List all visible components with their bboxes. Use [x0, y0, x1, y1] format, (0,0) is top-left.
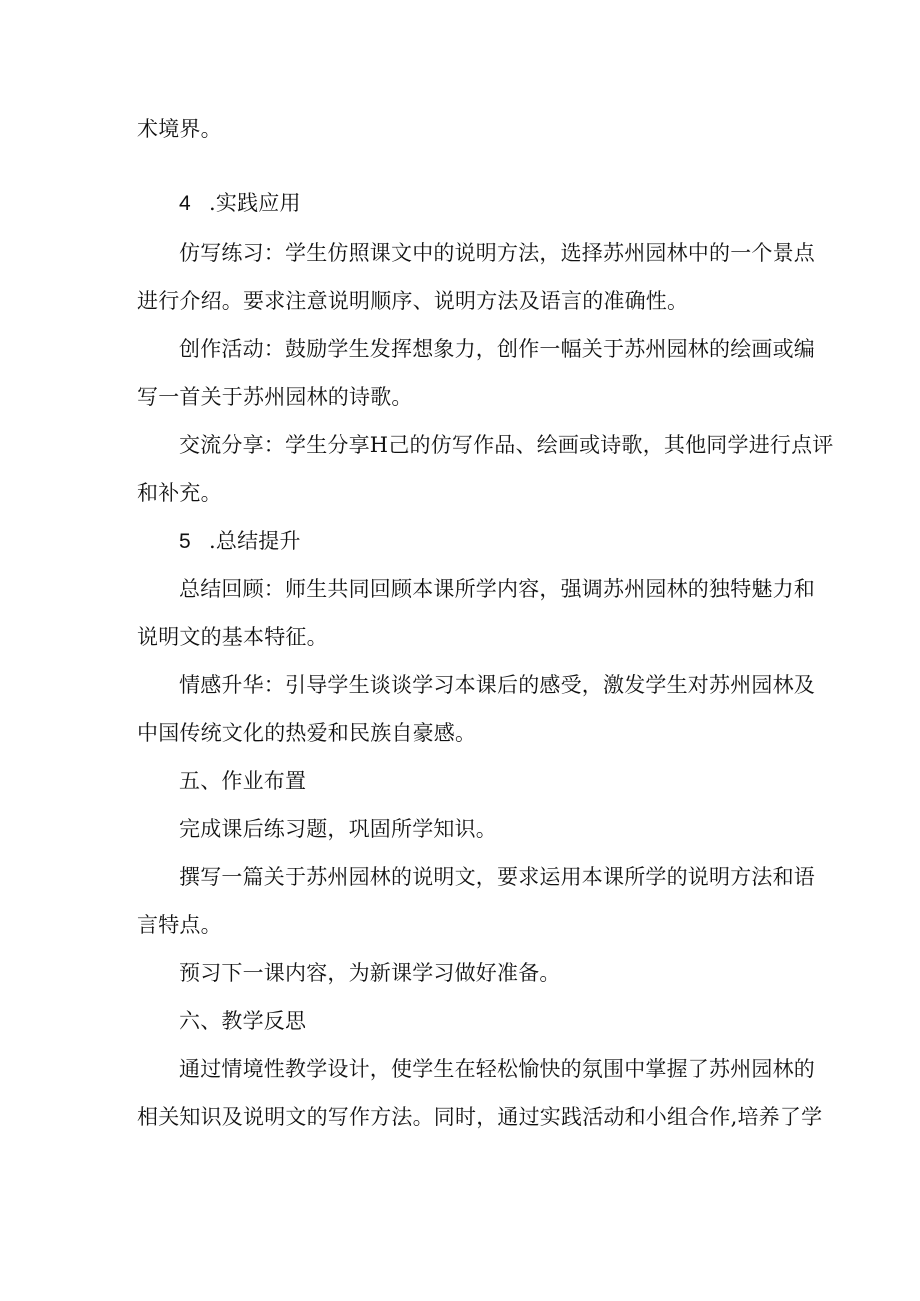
paragraph-review-line-1: 总结回顾：师生共同回顾本课所学内容，强调苏州园林的独特魅力和	[179, 577, 815, 601]
paragraph-reflection-line-2: 相关知识及说明文的写作方法。同时，通过实践活动和小组合作,培养了学	[137, 1105, 823, 1129]
paragraph-sharing-line-2: 和补充。	[137, 481, 222, 505]
homework-item-3: 预习下一课内容，为新课学习做好准备。	[179, 961, 561, 985]
section-number: 4	[179, 192, 191, 215]
paragraph-reflection-line-1: 通过情境性教学设计，使学生在轻松愉快的氛围中掌握了苏州园林的	[179, 1057, 815, 1081]
section-heading-reflection: 六、教学反思	[179, 1009, 307, 1033]
continued-paragraph-end: 术境界。	[137, 117, 222, 141]
section-title: .总结提升	[209, 529, 301, 553]
paragraph-creation-line-2: 写一首关于苏州园林的诗歌。	[137, 385, 413, 409]
section-number: 5	[179, 530, 191, 553]
section-heading-homework: 五、作业布置	[179, 769, 307, 793]
paragraph-imitation-line-2: 进行介绍。要求注意说明顺序、说明方法及语言的准确性。	[137, 289, 689, 313]
section-heading-summary	[179, 526, 301, 557]
paragraph-sharing-line-1: 交流分享：学生分享H己的仿写作品、绘画或诗歌，其他同学进行点评	[179, 433, 834, 457]
paragraph-emotion-line-2: 中国传统文化的热爱和民族自豪感。	[137, 721, 477, 745]
homework-item-2-line-2: 言特点。	[137, 913, 222, 937]
paragraph-review-line-2: 说明文的基本特征。	[137, 625, 328, 649]
section-heading-practice	[179, 188, 301, 219]
paragraph-imitation-line-1: 仿写练习：学生仿照课文中的说明方法，选择苏州园林中的一个景点	[179, 241, 815, 265]
homework-item-2-line-1: 撰写一篇关于苏州园林的说明文，要求运用本课所学的说明方法和语	[179, 865, 815, 889]
paragraph-emotion-line-1: 情感升华：引导学生谈谈学习本课后的感受，激发学生对苏州园林及	[179, 673, 815, 697]
homework-item-1: 完成课后练习题，巩固所学知识。	[179, 817, 497, 841]
paragraph-creation-line-1: 创作活动：鼓励学生发挥想象力，创作一幅关于苏州园林的绘画或编	[179, 337, 815, 361]
section-title: .实践应用	[209, 191, 301, 215]
